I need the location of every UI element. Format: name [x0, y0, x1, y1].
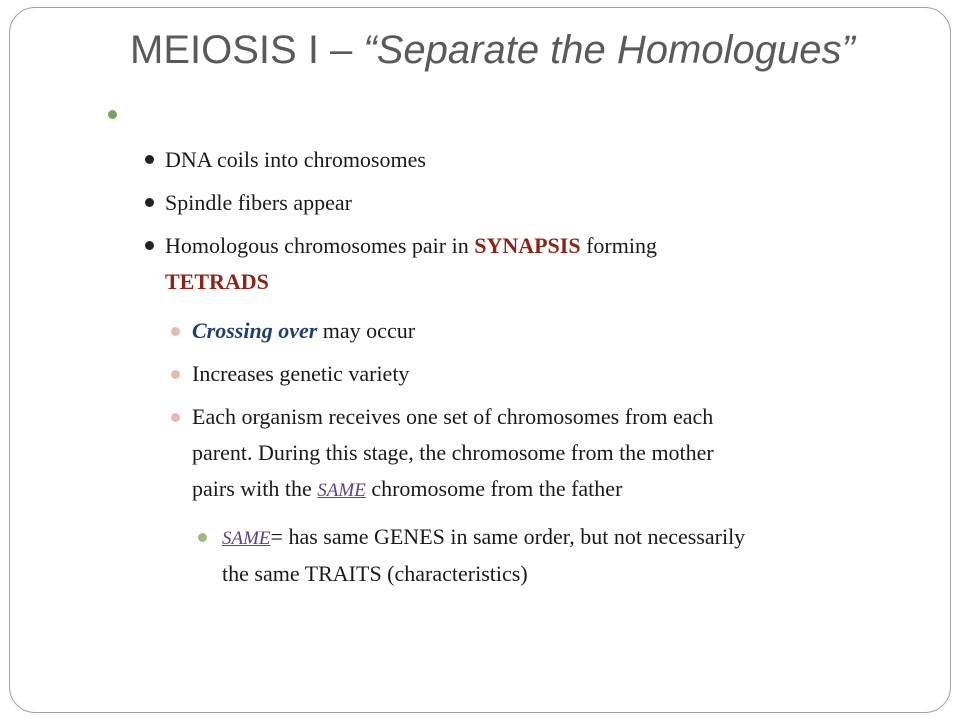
- list-item-each-organism-line2: parent. During this stage, the chromosome from the mother: [192, 440, 714, 465]
- bullet-level1: [108, 110, 117, 119]
- bullet-level3: [171, 413, 180, 422]
- same-definition-link[interactable]: SAME: [222, 528, 271, 549]
- list-item-crossing-over: [192, 315, 415, 346]
- tetrads-term: TETRADS: [165, 269, 269, 294]
- pairs-with-text: pairs with the: [192, 476, 318, 501]
- title-subtitle: “Separate the Homologues”: [363, 28, 855, 72]
- synapsis-term: SYNAPSIS: [474, 233, 581, 258]
- list-item-each-organism-line3: [192, 473, 622, 506]
- same-link[interactable]: SAME: [317, 480, 366, 501]
- list-item-each-organism-line1: Each organism receives one set of chromosomes from each: [192, 404, 714, 429]
- list-item-spindle: Spindle fibers appear: [165, 190, 352, 215]
- homologous-text: Homologous chromosomes pair in: [165, 233, 475, 258]
- list-item-homologous: [165, 230, 657, 261]
- bullet-level2: [145, 241, 154, 250]
- same-definition-text: = has same GENES in same order, but not necessarily: [270, 524, 746, 549]
- list-item-variety: Increases genetic variety: [192, 361, 410, 386]
- bullet-level2: [145, 155, 154, 164]
- bullet-level4: [198, 533, 207, 542]
- title-main: MEIOSIS I –: [130, 28, 364, 72]
- list-item-dna: DNA coils into chromosomes: [165, 147, 426, 172]
- from-father-text: chromosome from the father: [365, 476, 623, 501]
- slide-frame: [9, 7, 951, 713]
- slide-title: [130, 20, 930, 80]
- bullet-level3: [171, 370, 180, 379]
- bullet-level3: [171, 327, 180, 336]
- may-occur-text: may occur: [317, 318, 416, 343]
- bullet-level2: [145, 198, 154, 207]
- list-item-same-definition-line2: the same TRAITS (characteristics): [222, 561, 528, 586]
- list-item-same-definition-line1: [222, 521, 745, 554]
- forming-text: forming: [580, 233, 657, 258]
- crossing-over-term: Crossing over: [192, 318, 318, 343]
